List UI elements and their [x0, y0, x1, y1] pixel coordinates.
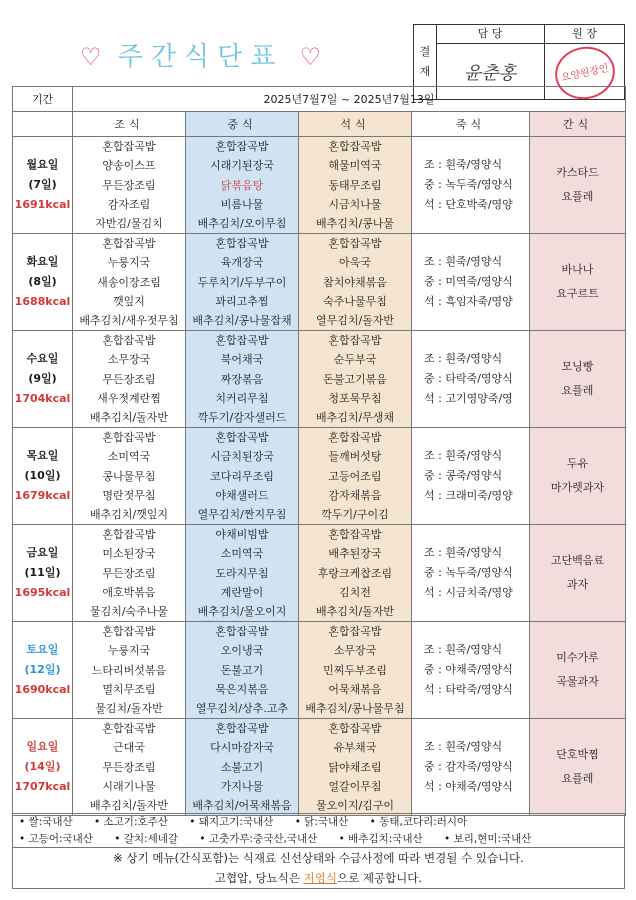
menu-item: 깍두기/구이김: [321, 508, 389, 521]
breakfast-cell: [73, 622, 186, 719]
header-dinner: 석식: [299, 112, 412, 137]
menu-item: 돈불고기: [220, 663, 264, 677]
menu-item: 치커리무침: [215, 391, 269, 405]
porridge-cell: [412, 234, 530, 331]
menu-item: 조 : 흰죽/영양식: [424, 158, 503, 171]
menu-item: 꽈리고추찜: [215, 294, 269, 308]
header-snack: 간식: [530, 112, 626, 137]
day-cell: [13, 719, 73, 816]
menu-item: 배추김치/돌자반: [89, 411, 169, 424]
menu-item: 돈불고기볶음: [323, 372, 387, 386]
menu-item: 얼갈이무침: [328, 779, 382, 793]
menu-item: 들깨버섯탕: [328, 450, 382, 464]
menu-item: 두유: [566, 457, 589, 470]
snack-cell: [530, 525, 626, 622]
menu-item: 배추김치/콩나물: [315, 217, 395, 230]
header-porridge: 죽식: [412, 112, 530, 137]
menu-item: 배추김치/새우젓무침: [79, 314, 179, 327]
menu-item: 코다리무조림: [210, 469, 274, 483]
lunch-cell: [186, 719, 299, 816]
lunch-cell: [186, 428, 299, 525]
notice-box: [12, 847, 625, 889]
menu-item: 혼합잡곡밥: [328, 237, 382, 250]
menu-item: 배추김치/돌자반: [89, 799, 169, 812]
menu-item: 소무장국: [333, 644, 377, 658]
day-row: [13, 234, 626, 331]
breakfast-cell: [73, 234, 186, 331]
menu-item: 배추된장국: [328, 547, 382, 561]
origin-item: • 소고기:호주산: [93, 816, 168, 828]
porridge-cell: [412, 428, 530, 525]
origin-info: [12, 813, 625, 848]
menu-item: 요플레: [561, 384, 594, 397]
menu-item: 중 : 미역죽/영양식: [424, 275, 513, 288]
day-cell: [13, 525, 73, 622]
snack-cell: [530, 137, 626, 234]
menu-item: 혼합잡곡밥: [328, 625, 382, 638]
menu-item: 배추김치/콩나물무침: [305, 702, 405, 715]
dinner-cell: [299, 331, 412, 428]
menu-item: 마가렛과자: [550, 481, 605, 494]
menu-item: 중 : 녹두죽/영양식: [424, 178, 513, 191]
menu-item: 새우젓계란찜: [97, 391, 161, 405]
origin-item: • 고춧가루:중국산,국내산: [199, 833, 318, 845]
notice-text: 으로 제공합니다.: [336, 871, 423, 885]
menu-item: 혼합잡곡밥: [328, 431, 382, 444]
day-name: 화요일: [26, 255, 59, 268]
dinner-cell: [299, 234, 412, 331]
menu-item: 요구르트: [556, 287, 599, 300]
day-date: (12일): [24, 663, 61, 676]
menu-item: 배추김치/어묵채볶음: [192, 799, 292, 812]
origin-item: • 배추김치:국내산: [338, 833, 423, 845]
menu-item: 혼합잡곡밥: [328, 140, 382, 153]
day-kcal: 1688kcal: [14, 295, 71, 308]
menu-item: 요플레: [561, 772, 594, 785]
menu-item: 무든장조림: [102, 178, 156, 192]
approval-label-char: 재: [419, 65, 431, 78]
period-row: [13, 87, 626, 112]
day-row: [13, 622, 626, 719]
menu-item: 중 : 타락죽/영양식: [424, 372, 513, 385]
title-text: 주간식단표: [117, 42, 284, 72]
day-name: 목요일: [26, 449, 59, 462]
day-kcal: 1695kcal: [14, 586, 71, 599]
header-blank: [13, 112, 73, 137]
origin-item: • 동태,코다리:러시아: [369, 816, 468, 828]
menu-item: 혼합잡곡밥: [102, 334, 156, 347]
header-breakfast: 조식: [73, 112, 186, 137]
menu-item: 시래기나물: [102, 779, 156, 793]
period-label: 기간: [13, 87, 73, 112]
day-row: [13, 525, 626, 622]
menu-item: 곡물과자: [556, 675, 599, 688]
menu-item: 계란말이: [220, 585, 264, 599]
day-row: [13, 428, 626, 525]
menu-item: 근대국: [113, 741, 145, 755]
menu-item: 조 : 흰죽/영양식: [424, 449, 503, 462]
menu-item: 물김치/숙주나물: [89, 605, 169, 618]
menu-item: 중 : 녹두죽/영양식: [424, 566, 513, 579]
dinner-cell: [299, 719, 412, 816]
lunch-cell: [186, 331, 299, 428]
day-row: [13, 331, 626, 428]
lunch-cell: [186, 234, 299, 331]
breakfast-cell: [73, 525, 186, 622]
menu-item: 석 : 야채죽/영양식: [424, 780, 513, 793]
notice-line: [13, 868, 624, 888]
menu-item: 열무김치/상추.고추: [195, 702, 289, 715]
menu-item: 짜장볶음: [220, 372, 264, 386]
menu-item: 다시마감자국: [210, 741, 274, 755]
menu-item: 묵은지볶음: [215, 682, 269, 696]
menu-item: 과자: [566, 578, 589, 591]
menu-item: 감자채볶음: [328, 488, 382, 502]
menu-item: 아욱국: [339, 256, 371, 270]
day-date: (9일): [28, 372, 57, 385]
menu-item: 석 : 단호박죽/영양: [424, 198, 513, 211]
menu-item: 북어채국: [220, 353, 264, 367]
column-header-row: [13, 112, 626, 137]
day-label: [13, 252, 72, 312]
menu-item: 양송이스프: [102, 159, 156, 173]
origin-item: • 쌀:국내산: [19, 816, 73, 828]
menu-item: 배추김치/무생채: [315, 411, 395, 424]
approval-col-staff: 담 당: [436, 25, 545, 44]
day-label: [13, 640, 72, 700]
day-row: [13, 719, 626, 816]
menu-item: 혼합잡곡밥: [215, 722, 269, 735]
day-name: 수요일: [26, 352, 59, 365]
menu-item: 요플레: [561, 190, 594, 203]
day-cell: [13, 331, 73, 428]
menu-item: 애호박볶음: [102, 585, 156, 599]
menu-item: 혼합잡곡밥: [328, 334, 382, 347]
day-kcal: 1679kcal: [14, 489, 71, 502]
notice-text: 고협압, 당뇨식은: [214, 871, 304, 885]
origin-item: • 고등어:국내산: [19, 833, 93, 845]
menu-item: 혼합잡곡밥: [215, 140, 269, 153]
snack-cell: [530, 719, 626, 816]
menu-item: 중 : 감자죽/영양식: [424, 760, 513, 773]
menu-item: 참치야채볶음: [323, 275, 387, 289]
menu-item: 중 : 야채죽/영양식: [424, 663, 513, 676]
menu-item: 야채샐러드: [215, 488, 269, 502]
menu-item: 석 : 크래미죽/영양: [424, 489, 513, 502]
day-name: 일요일: [26, 740, 59, 753]
menu-item: 어묵채볶음: [328, 682, 382, 696]
menu-item: 순두부국: [333, 353, 377, 367]
menu-item: 혼합잡곡밥: [102, 625, 156, 638]
menu-item: 누룽지국: [107, 256, 151, 270]
day-label: [13, 349, 72, 409]
lunch-cell: [186, 622, 299, 719]
menu-item: 물오이지/김구이: [315, 799, 395, 812]
origin-line: [13, 814, 624, 831]
day-label: [13, 737, 72, 797]
menu-item: 석 : 고기영양죽/영: [424, 392, 513, 405]
menu-item: 명란젓무침: [102, 488, 156, 502]
day-date: (8일): [28, 275, 57, 288]
menu-item: 숙주나물무침: [323, 294, 387, 308]
origin-item: • 닭:국내산: [294, 816, 349, 828]
menu-item: 새송이장조림: [97, 275, 161, 289]
menu-item: 물김치/돌자반: [95, 702, 163, 715]
menu-item: 느타리버섯볶음: [91, 663, 167, 677]
approval-col-director: 원 장: [545, 25, 624, 44]
menu-item: 두루치기/두부구이: [197, 275, 287, 289]
heart-icon: ♡: [80, 43, 102, 71]
menu-item: 청포묵무침: [328, 391, 382, 405]
menu-item: 조 : 흰죽/영양식: [424, 643, 503, 656]
breakfast-cell: [73, 137, 186, 234]
menu-item: 중 : 콩죽/영양식: [424, 469, 503, 482]
menu-item: 미수가루: [556, 651, 599, 664]
menu-item: 콩나물무침: [102, 469, 156, 483]
menu-item: 멸치무조림: [102, 682, 156, 696]
lunch-cell: [186, 137, 299, 234]
porridge-cell: [412, 137, 530, 234]
breakfast-cell: [73, 428, 186, 525]
day-cell: [13, 428, 73, 525]
menu-item: 혼합잡곡밥: [328, 722, 382, 735]
menu-item: 혼합잡곡밥: [102, 140, 156, 153]
day-date: (14일): [24, 760, 61, 773]
menu-item: 시금치나물: [328, 197, 382, 211]
snack-cell: [530, 234, 626, 331]
dinner-cell: [299, 622, 412, 719]
day-kcal: 1707kcal: [14, 780, 71, 793]
day-name: 금요일: [26, 546, 59, 559]
director-seal-stamp: 요양원장인: [550, 41, 620, 104]
breakfast-cell: [73, 719, 186, 816]
menu-item: 깻잎지: [113, 294, 145, 308]
menu-item: 배추김치/돌자반: [315, 605, 395, 618]
porridge-cell: [412, 331, 530, 428]
day-label: [13, 155, 72, 215]
menu-item: 무든장조림: [102, 372, 156, 386]
header-lunch: 중식: [186, 112, 299, 137]
menu-item: 카스타드: [556, 166, 599, 179]
menu-item: 열무김치/짠지무침: [197, 508, 287, 521]
dinner-cell: [299, 137, 412, 234]
menu-item: 가지나물: [220, 779, 264, 793]
menu-item: 민찌두부조림: [323, 663, 387, 677]
dinner-cell: [299, 525, 412, 622]
menu-item: 시래기된장국: [210, 159, 274, 173]
breakfast-cell: [73, 331, 186, 428]
menu-item: 모닝빵: [561, 360, 594, 373]
day-date: (11일): [24, 566, 61, 579]
menu-item: 해물미역국: [328, 159, 382, 173]
menu-item: 고단백음료: [550, 554, 605, 567]
dinner-cell: [299, 428, 412, 525]
menu-item: 석 : 타락죽/영양식: [424, 683, 513, 696]
day-name: 토요일: [26, 643, 59, 656]
menu-item: 혼합잡곡밥: [102, 722, 156, 735]
day-kcal: 1704kcal: [14, 392, 71, 405]
day-date: (10일): [24, 469, 61, 482]
menu-item: 비름나물: [220, 197, 264, 211]
menu-item: 석 : 시금치죽/영양: [424, 586, 513, 599]
menu-item: 닭야채조림: [328, 760, 382, 774]
menu-item: 열무김치/돌자반: [315, 314, 395, 327]
menu-item: 단호박찜: [556, 748, 599, 761]
origin-item: • 갈치:세네갈: [114, 833, 179, 845]
menu-item: 배추김치/물오이지: [197, 605, 287, 618]
menu-item: 미소된장국: [102, 547, 156, 561]
menu-item: 배추김치/깻잎지: [89, 508, 169, 521]
menu-item: 야채비빔밥: [215, 528, 269, 541]
menu-item: 고등어조림: [328, 469, 382, 483]
lunch-cell: [186, 525, 299, 622]
menu-item: 혼합잡곡밥: [102, 431, 156, 444]
staff-signature: 윤춘홍: [436, 44, 545, 99]
origin-item: • 보리,현미:국내산: [444, 833, 532, 845]
menu-item: 소무장국: [107, 353, 151, 367]
day-name: 월요일: [26, 158, 59, 171]
porridge-cell: [412, 525, 530, 622]
day-kcal: 1690kcal: [14, 683, 71, 696]
menu-item: 자반김/물김치: [95, 217, 163, 230]
menu-item: 도라지무침: [215, 566, 269, 580]
menu-item: 혼합잡곡밥: [328, 528, 382, 541]
menu-item: 소미역국: [220, 547, 264, 561]
menu-item: 누룽지국: [107, 644, 151, 658]
menu-item: 혼합잡곡밥: [215, 625, 269, 638]
day-date: (7일): [28, 178, 57, 191]
menu-item: 혼합잡곡밥: [102, 237, 156, 250]
menu-item: 육개장국: [220, 256, 264, 270]
menu-item: 조 : 흰죽/영양식: [424, 546, 503, 559]
day-kcal: 1691kcal: [14, 198, 71, 211]
porridge-cell: [412, 622, 530, 719]
day-cell: [13, 234, 73, 331]
heart-icon: ♡: [299, 43, 322, 71]
day-rows: [13, 137, 626, 816]
day-cell: [13, 622, 73, 719]
menu-item: 석 : 흑임자죽/영양: [424, 295, 513, 308]
menu-item: 조 : 흰죽/영양식: [424, 255, 503, 268]
menu-item: 감자조림: [107, 197, 151, 211]
menu-item: 후랑크케찹조림: [317, 566, 393, 580]
menu-item: 혼합잡곡밥: [102, 528, 156, 541]
snack-cell: [530, 331, 626, 428]
menu-item: 혼합잡곡밥: [215, 237, 269, 250]
page-title: [80, 36, 321, 73]
menu-item: 소불고기: [220, 760, 264, 774]
menu-item: 바나나: [561, 263, 594, 276]
menu-item: 혼합잡곡밥: [215, 431, 269, 444]
menu-item: 혼합잡곡밥: [215, 334, 269, 347]
day-label: [13, 543, 72, 603]
day-label: [13, 446, 72, 506]
weekly-menu-table: [12, 86, 626, 816]
snack-cell: [530, 428, 626, 525]
origin-line: [13, 831, 624, 848]
menu-item: 무든장조림: [102, 760, 156, 774]
approval-label-char: 결: [419, 45, 431, 58]
origin-item: • 돼지고기:국내산: [189, 816, 274, 828]
menu-item: 깍두기/감자샐러드: [197, 411, 287, 424]
menu-item: 동태무조림: [328, 178, 382, 192]
snack-cell: [530, 622, 626, 719]
menu-item: 배추김치/오이무침: [197, 217, 287, 230]
menu-item: 소미역국: [107, 450, 151, 464]
menu-item: 배추김치/콩나물잡채: [192, 314, 292, 327]
menu-item: 오이냉국: [220, 644, 264, 658]
menu-item: 김치전: [339, 585, 371, 599]
porridge-cell: [412, 719, 530, 816]
menu-item: 무든장조림: [102, 566, 156, 580]
notice-line: ※ 상기 메뉴(간식포함)는 식재료 신선상태와 수급사정에 따라 변경될 수 있습니다.: [113, 851, 524, 865]
menu-item: 조 : 흰죽/영양식: [424, 352, 503, 365]
menu-item: 닭볶음탕: [220, 178, 264, 192]
day-row: [13, 137, 626, 234]
menu-item: 조 : 흰죽/영양식: [424, 740, 503, 753]
menu-item: 시금치된장국: [210, 450, 274, 464]
period-range: 2025년7월7일 ~ 2025년7월13일: [73, 87, 626, 112]
day-cell: [13, 137, 73, 234]
menu-item: 유부채국: [333, 741, 377, 755]
low-salt-highlight: 저염식: [303, 871, 337, 885]
